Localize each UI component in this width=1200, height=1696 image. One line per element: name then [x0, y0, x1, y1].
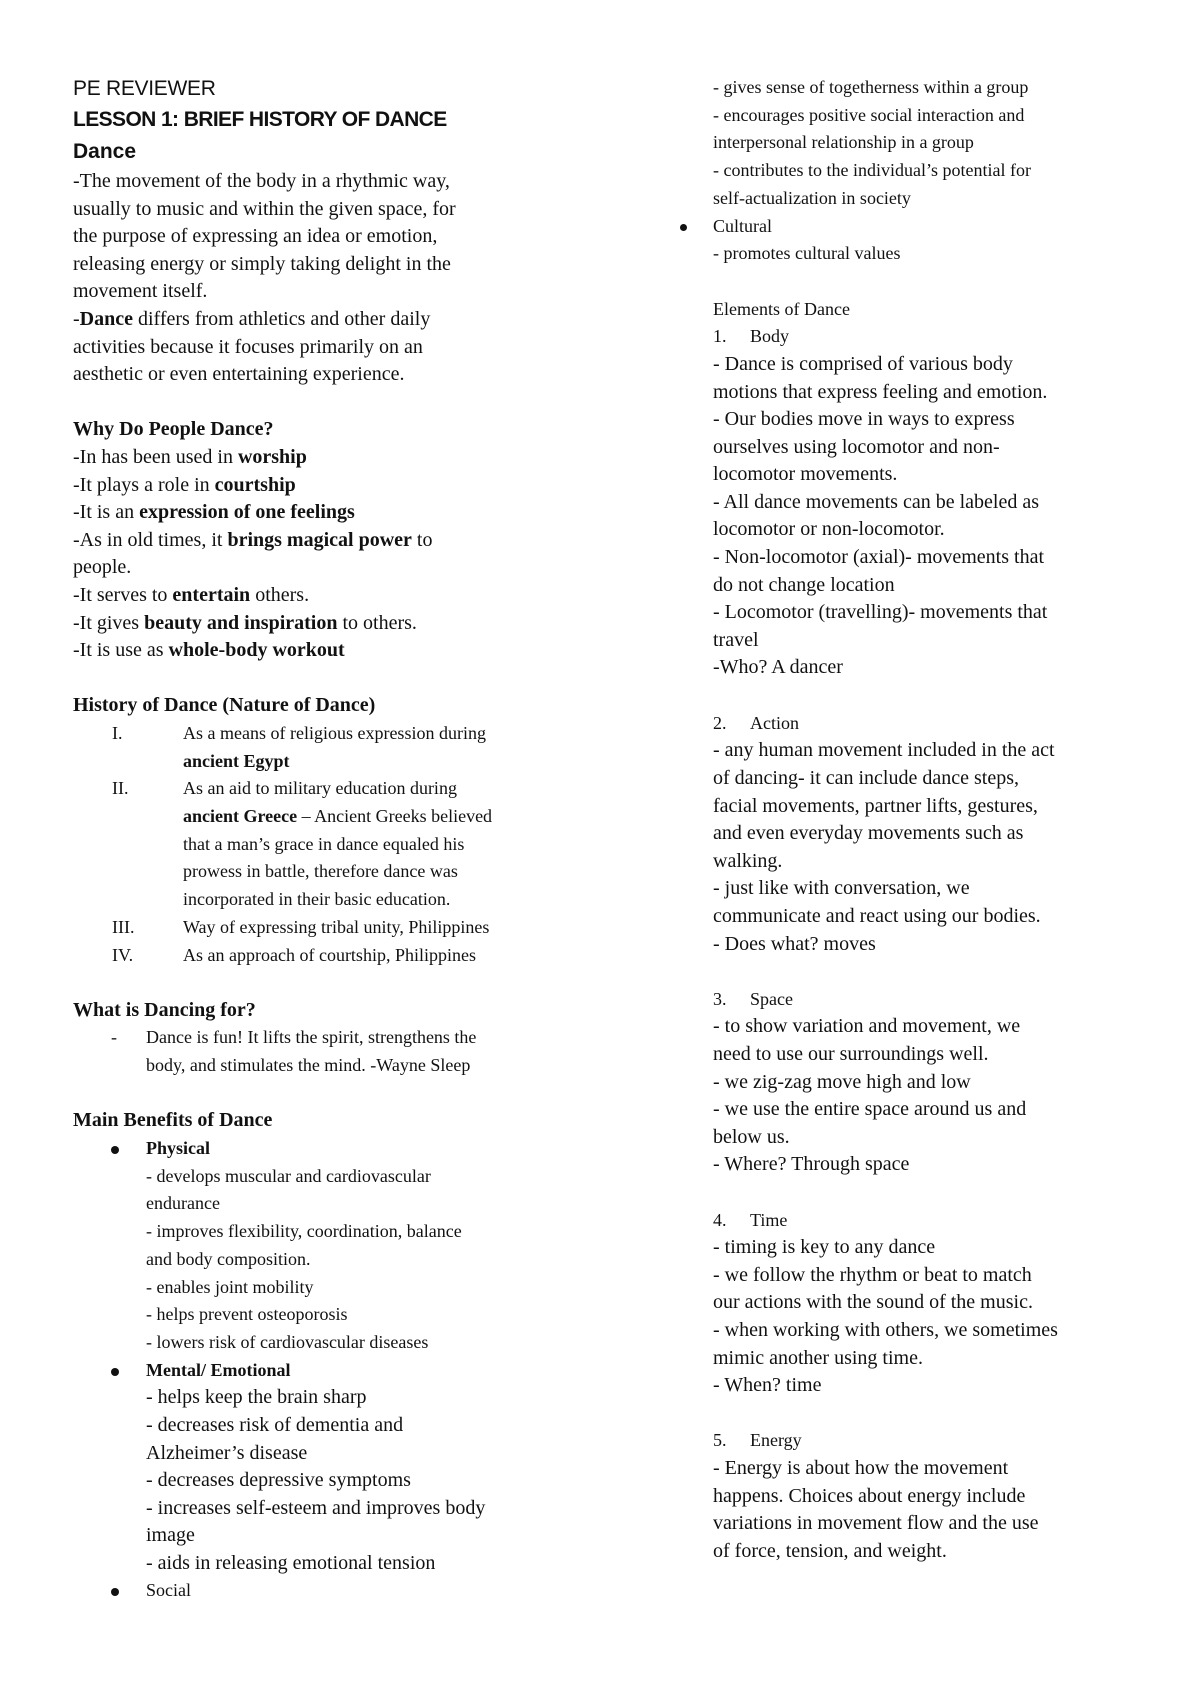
dance-definition: -The movement of the body in a rhythmic way, usually to music and within the given space, for the purpose of expressing an idea or emotion, releasing energy or simply taking delight in the movement itself. -Dance differs from athletics and other daily activities because it focuses primarily on an aesthetic or even entertaining experience. — [73, 168, 623, 389]
bullet-icon — [680, 224, 687, 231]
bullet-icon — [111, 1588, 119, 1596]
bullet-icon — [111, 1146, 119, 1154]
elements-heading: Elements of Dance — [713, 298, 850, 319]
element-action: 2. Action - any human movement included in the act of dancing- it can include dance steps, facial movements, partner lifts, gestures, and even everyday movements such as walking. - just like with conversation, we communicate and react using our bodies. - Does what? moves — [713, 712, 1055, 955]
history-list — [73, 720, 623, 969]
elements-section — [713, 296, 1143, 1566]
what-list — [73, 1024, 623, 1079]
history-item: IV. As an approach of courtship, Philippines — [112, 944, 476, 965]
lesson-heading: LESSON 1: BRIEF HISTORY OF DANCE — [73, 108, 447, 131]
benefits-section — [73, 1107, 623, 1605]
history-item: II. As an aid to military education during ancient Greece – Ancient Greeks believed that a man’s grace in dance equaled his prowess in battle, therefore dance was incorporated in their basic education. — [112, 778, 493, 910]
element-space: 3. Space - to show variation and movement, we need to use our surroundings well. - we zig-zag move high and low - we use the entire space around us and below us. - Where? Through space — [713, 988, 1027, 1176]
what-section — [73, 997, 623, 1080]
benefits-list — [73, 1135, 623, 1605]
right-column — [713, 74, 1143, 1565]
why-reason: -It serves to entertain others. — [73, 583, 310, 606]
what-heading: What is Dancing for? — [73, 998, 256, 1021]
benefit-physical: Physical - develops muscular and cardiovascular endurance - improves flexibility, coordination, balance and body composition. - enables joint mobility - helps prevent osteoporosis - lowers risk of cardiovascular diseases — [73, 1135, 623, 1357]
why-reason: -It is an expression of one feelings — [73, 501, 355, 524]
history-item: I. As a means of religious expression during ancient Egypt — [112, 722, 486, 771]
element-energy: 5. Energy - Energy is about how the movement happens. Choices about energy include variations in movement flow and the use of force, tension, and weight. — [713, 1430, 1039, 1562]
why-reason: -It gives beauty and inspiration to others. — [73, 611, 417, 634]
element-time: 4. Time - timing is key to any dance - we follow the rhythm or beat to match our actions with the sound of the music. - when working with others, we sometimes mimic another using time. - When? time — [713, 1209, 1058, 1397]
why-reason: -In has been used in worship — [73, 445, 307, 468]
history-heading: History of Dance (Nature of Dance) — [73, 694, 376, 717]
bullet-icon — [111, 1368, 119, 1376]
social-benefit-details: - gives sense of togetherness within a group - encourages positive social interaction and interpersonal relationship in a group - contributes to the individual’s potential for self-actualization in society Cultural - promotes cultural values — [713, 74, 1143, 268]
history-section — [73, 692, 623, 969]
benefit-mental: Mental/ Emotional - helps keep the brain sharp - decreases risk of dementia and Alzheimer’s disease - decreases depressive symptoms - increases self-esteem and improves body image - aids in releasing emotional tension — [73, 1357, 623, 1578]
dance-heading: Dance — [73, 140, 137, 163]
history-item: III. Way of expressing tribal unity, Philippines — [112, 916, 490, 937]
benefit-social: Social — [73, 1577, 623, 1605]
why-reason: -It plays a role in courtship — [73, 473, 296, 496]
benefits-heading: Main Benefits of Dance — [73, 1109, 273, 1132]
why-reason: -It is use as whole-body workout — [73, 639, 345, 662]
why-reason: -As in old times, it brings magical power to — [73, 528, 433, 551]
dance-differs: -Dance differs from athletics and other daily — [73, 307, 431, 330]
doc-title: PE REVIEWER — [73, 77, 216, 100]
list-item: - Dance is fun! It lifts the spirit, strengthens the body, and stimulates the mind. -Wayne Sleep — [111, 1027, 477, 1076]
element-body: 1. Body - Dance is comprised of various body motions that express feeling and emotion. - Our bodies move in ways to express ourselves using locomotor and non- locomotor movements. - All dance movements can be labeled as locomotor or non-locomotor. - Non-locomotor (axial)- movements that do not change location - Locomotor (travelling)- movements that travel -Who? A dancer — [713, 326, 1048, 679]
why-heading: Why Do People Dance? — [73, 418, 274, 441]
benefit-cultural: Cultural — [713, 213, 1143, 241]
why-section: Why Do People Dance? -In has been used in worship -It plays a role in courtship -It is an expression of one feelings -As in old times, it brings magical power to people. -It serves to entertain others. -It gives beauty and inspiration to others. -It is use as whole-body workout — [73, 416, 623, 664]
left-column — [73, 74, 623, 1605]
